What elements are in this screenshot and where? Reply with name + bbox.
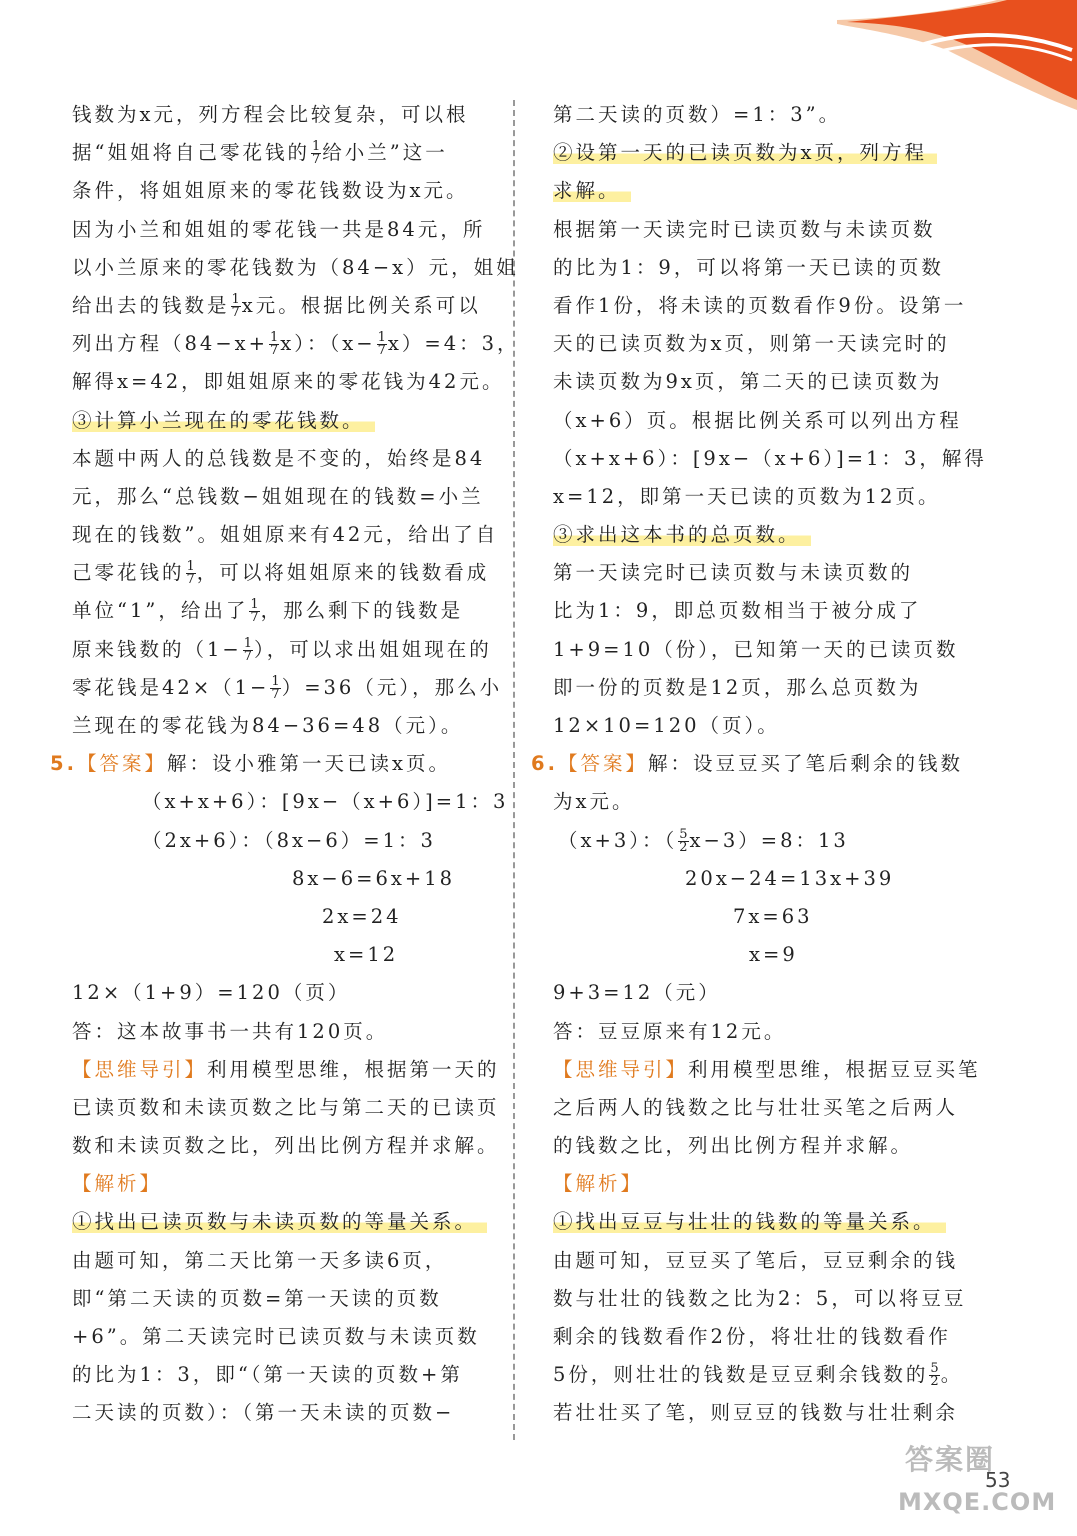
step-heading: 求解。 [553,172,983,210]
text-line: 列出方程（84−x+ $\frac{1}{7}$ x）：（x− $\frac{1}{7}$ x）=4：3， [72,330,520,359]
right-column [531,96,987,1433]
text-line: 元，那么“总钱数−姐姐现在的钱数=小兰 [72,484,484,508]
text-line: 看作1份，将未读的页数看作9份。设第一 [553,293,967,317]
text-line: （x+6）页。根据比例关系可以列出方程 [553,408,962,432]
text-line: 给出去的钱数是 $\frac{1}{7}$ x元。根据比例关系可以 [72,291,481,320]
thinking-guide: 【思维导引】利用模型思维，根据豆豆买笔 [553,1057,981,1081]
equation-line: （2x+6）：（8x−6）=1：3 [142,828,436,852]
equation-line: 2x=24 [322,904,402,928]
text-line: 5份，则壮壮的钱数是豆豆剩余钱数的 $\frac{5}{2}$ 。 [553,1361,964,1390]
fraction: $\frac{1}{7}$ [271,673,280,702]
text-line: 的比为1：9，可以将第一天已读的页数 [553,255,944,279]
text-line: x=12，即第一天已读的页数为12页。 [553,484,941,508]
equation-line: 9+3=12（元） [553,981,721,1005]
text-line: 1+9=10（份），已知第一天的已读页数 [553,637,959,661]
text-line: 以小兰原来的零花钱数为（84−x）元，姐姐 [72,255,519,279]
text-line: 数和未读页数之比，列出比例方程并求解。 [72,1134,500,1158]
step-heading: ①找出豆豆与壮壮的钱数的等量关系。 [553,1203,983,1241]
fraction: $\frac{1}{7}$ [250,597,259,626]
watermark-logo: 答案圈 [905,1443,996,1476]
question-5-answer: 5.【答案】解：设小雅第一天已读x页。 [50,752,451,776]
equation-line: x=12 [334,943,399,967]
analysis-tag: 【解析】 [72,1172,163,1196]
text-line: 由题可知，第二天比第一天多读6页， [72,1248,448,1272]
text-line: 即“第二天读的页数=第一天读的页数 [72,1286,442,1310]
fraction: $\frac{1}{7}$ [186,559,195,588]
text-line: 天的已读页数为x页，则第一天读完时的 [553,332,950,356]
text-line: 为x元。 [553,790,635,814]
text-line: 第一天读完时已读页数与未读页数的 [553,561,914,585]
text-line: 的钱数之比，列出比例方程并求解。 [553,1134,914,1158]
watermark-url: MXQE.COM [898,1488,1057,1516]
text-line: 兰现在的零花钱为84−36=48（元）。 [72,714,464,737]
text-line: +6”。第二天读完时已读页数与未读页数 [72,1325,480,1348]
text-line: 解得x=42，即姐姐原来的零花钱为42元。 [72,370,505,394]
step-heading: ①找出已读页数与未读页数的等量关系。 [72,1203,502,1241]
equation-line: 20x−24=13x+39 [685,866,895,890]
text-line: 本题中两人的总钱数是不变的，始终是84 [72,446,486,470]
text-line: 若壮壮买了笔，则豆豆的钱数与壮壮剩余 [553,1401,959,1425]
text-line: 即一份的页数是12页，那么总页数为 [553,675,922,699]
answer-line: 答：豆豆原来有12元。 [553,1019,787,1043]
step-heading: ②设第一天的已读页数为x页，列方程 [553,134,983,172]
text-line: 条件，将姐姐原来的零花钱数设为x元。 [72,179,469,203]
text-line: 钱数为x元，列方程会比较复杂，可以根 [72,103,469,126]
fraction: $\frac{5}{2}$ [679,826,688,855]
text-line: 因为小兰和姐姐的零花钱一共是84元，所 [72,217,486,241]
column-divider [513,100,515,1440]
text-line: 己零花钱的 $\frac{1}{7}$ ，可以将姐姐原来的钱数看成 [72,559,490,588]
equation-line: （x+3）：（ $\frac{5}{2}$ x−3）=8：13 [558,826,849,855]
left-column [50,96,520,1433]
fraction: $\frac{1}{7}$ [311,139,321,168]
equation-line: 12×（1+9）=120（页） [72,981,351,1005]
text-line: 数与壮壮的钱数之比为2：5，可以将豆豆 [553,1286,967,1310]
equation-line: （x+x+6）：[9x−（x+6）]=1：3 [142,790,509,814]
text-line: （x+x+6）：[9x−（x+6）]=1：3，解得 [553,446,987,470]
text-line: 的比为1：3，即“（第一天读的页数+第 [72,1363,463,1387]
text-line: 现在的钱数”。姐姐原来有42元，给出了自 [72,523,499,547]
thinking-guide: 【思维导引】利用模型思维，根据第一天的 [72,1057,500,1081]
text-line: 比为1：9，即总页数相当于被分成了 [553,599,922,623]
step-heading: ③求出这本书的总页数。 [553,516,983,554]
text-line: 根据第一天读完时已读页数与未读页数 [553,217,936,241]
analysis-tag: 【解析】 [553,1172,644,1196]
text-line: 12×10=120（页）。 [553,714,780,737]
text-line: 零花钱是42×（1− $\frac{1}{7}$ ）=36（元），那么小 [72,673,503,702]
answer-line: 答：这本故事书一共有120页。 [72,1019,389,1043]
text-line: 据“姐姐将自己零花钱的 $\frac{1}{7}$ 给小兰”这一 [72,139,448,168]
text-line: 原来钱数的（1− $\frac{1}{7}$ ），可以求出姐姐现在的 [72,635,492,664]
page-number: 53 [985,1468,1011,1492]
text-line: 单位“1”，给出了 $\frac{1}{7}$ ，那么剩下的钱数是 [72,597,464,626]
step-heading: ③计算小兰现在的零花钱数。 [72,402,502,440]
text-line: 未读页数为9x页，第二天的已读页数为 [553,370,943,394]
equation-line: x=9 [749,943,798,967]
fraction: $\frac{1}{7}$ [270,330,279,359]
fraction: $\frac{1}{7}$ [377,330,386,359]
text-line: 剩余的钱数看作2份，将壮壮的钱数看作 [553,1325,951,1348]
fraction: $\frac{5}{2}$ [930,1361,939,1390]
text-line: 已读页数和未读页数之比与第二天的已读页 [72,1095,500,1119]
text-line: 由题可知，豆豆买了笔后，豆豆剩余的钱 [553,1248,959,1272]
fraction: $\frac{1}{7}$ [231,291,240,320]
equation-line: 8x−6=6x+18 [292,866,456,890]
fraction: $\frac{1}{7}$ [243,635,253,664]
text-line: 二天读的页数）：（第一天未读的页数− [72,1401,455,1425]
equation-line: 7x=63 [733,904,813,928]
text-line: 之后两人的钱数之比与壮壮买笔之后两人 [553,1095,959,1119]
question-6-answer: 6.【答案】解：设豆豆买了笔后剩余的钱数 [531,752,964,776]
text-line: 第二天读的页数）=1：3”。 [553,103,842,126]
corner-decoration [837,0,1077,110]
